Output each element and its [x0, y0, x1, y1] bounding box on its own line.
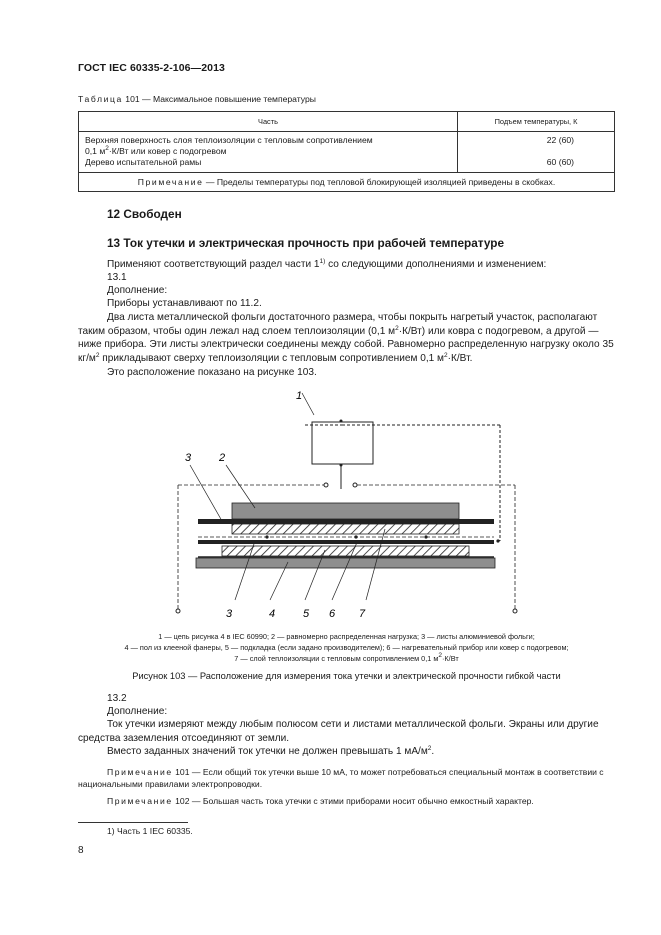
foil-description: Два листа металлической фольги достаточного размера, чтобы покрыть нагретый участок, располагают таким образом, чтобы один лежал над слоем теплоизоляции (0,1 $м^2\cdot К/Вт$) или ковра с подогревом, а другой — ниже прибора. Эти листы электрически соединены между собой. Равномерно распределенную нагрузку около 35 $кг/м^2$ прикладывают сверху теплоизоляции с тепловым сопротивлением 0,1 $м^2\cdot К/Вт$.: [78, 312, 614, 364]
upper-foil-sheet: [198, 519, 494, 524]
section-12-title: 12 Свободен: [107, 207, 182, 221]
clause-13-2: 13.2: [107, 693, 127, 704]
leakage-measurement-text: Ток утечки измеряют между любым полюсом сети и листами металлической фольги. Экраны или другие средства заземления отсоединяют от земли.: [78, 719, 599, 744]
figure-label-2: 2: [219, 452, 226, 464]
table-cell-part: [79, 132, 458, 173]
table-note-row: [79, 172, 615, 191]
figure-label-3-bottom: 3: [226, 608, 233, 620]
row1-line1: Верхняя поверхность слоя теплоизоляции с тепловым сопротивлением: [85, 135, 373, 145]
temperature-table: [78, 111, 615, 192]
figure-label-4: 4: [269, 608, 276, 620]
addition-13-2: Дополнение:: [107, 706, 168, 717]
distributed-load: [232, 503, 459, 519]
table-row: [79, 132, 615, 173]
row1-line2: 0,1 $м^2\cdot К/Вт$ или ковер с подогревом: [85, 145, 227, 157]
note-102: Примечание 102 — Большая часть тока утечки с этими приборами носит обычно емкостный характер.: [107, 796, 534, 806]
table-caption-prefix: Таблица: [78, 94, 123, 104]
devices-text: Приборы устанавливают по 11.2.: [107, 298, 262, 309]
section-13-title: 13 Ток утечки и электрическая прочность при рабочей температуре: [107, 236, 505, 250]
section-13-intro: Применяют соответствующий раздел части 1$^{1)}$ со следующими дополнениями и изменением:: [107, 258, 547, 270]
footnote-rule: [78, 822, 188, 823]
measuring-circuit-box: [312, 422, 373, 464]
col-part-header: Часть: [79, 112, 458, 132]
arrangement-text: Это расположение показано на рисунке 103.: [107, 367, 317, 378]
figure-label-7: 7: [359, 608, 366, 620]
heating-appliance: [198, 540, 494, 544]
underlay: [222, 546, 469, 556]
figure-103-diagram: [160, 385, 530, 621]
table-cell-values: [458, 132, 615, 173]
figure-legend: [78, 631, 615, 664]
table-note: Примечание — Пределы температуры под тепловой блокирующей изоляцией приведены в скобках.: [79, 172, 615, 191]
legend-line-3: 7 — слой теплоизоляции с тепловым сопротивлением 0,1 $м^2\cdot К/Вт$: [234, 652, 459, 663]
table-header-row: [79, 112, 615, 132]
figure-label-3-top: 3: [185, 452, 192, 464]
figure-caption: Рисунок 103 — Расположение для измерения тока утечки и электрической прочности гибкой части: [132, 671, 561, 681]
row2-value: 60 (60): [546, 157, 574, 168]
addition-13-1: Дополнение:: [107, 285, 168, 296]
plywood-floor: [196, 558, 495, 568]
col-temp-rise-header: Подъем температуры, К: [458, 112, 615, 132]
table-caption: [78, 94, 316, 104]
legend-line-2: 4 — пол из клееной фанеры, 5 — подкладка (если задано производителем); 6 — нагревательный прибор или ковер с подогревом;: [124, 643, 569, 652]
thermal-insulation-layer: [232, 524, 459, 534]
figure-label-5: 5: [303, 608, 310, 620]
clause-13-1: 13.1: [107, 272, 127, 283]
footnote: 1) Часть 1 IEC 60335.: [107, 826, 193, 836]
row1-value: 22 (60): [546, 135, 574, 145]
leakage-limit-text: Вместо заданных значений ток утечки не должен превышать 1 $мА/м^2$.: [107, 745, 435, 757]
standard-header: ГОСТ IEC 60335-2-106—2013: [78, 62, 225, 74]
legend-line-1: 1 — цепь рисунка 4 в IEC 60990; 2 — равномерно распределенная нагрузка; 3 — листы алюминиевой фольги;: [158, 632, 535, 641]
note-101: Примечание 101 — Если общий ток утечки выше 10 мА, то может потребоваться специальный монтаж в соответствии с национальными правилами электропроводки.: [78, 767, 604, 789]
row2-label: Дерево испытательной рамы: [85, 157, 202, 168]
page-number: 8: [78, 845, 84, 856]
figure-label-1: 1: [296, 390, 303, 402]
figure-label-6: 6: [329, 608, 336, 620]
table-caption-text: 101 — Максимальное повышение температуры: [122, 94, 316, 104]
